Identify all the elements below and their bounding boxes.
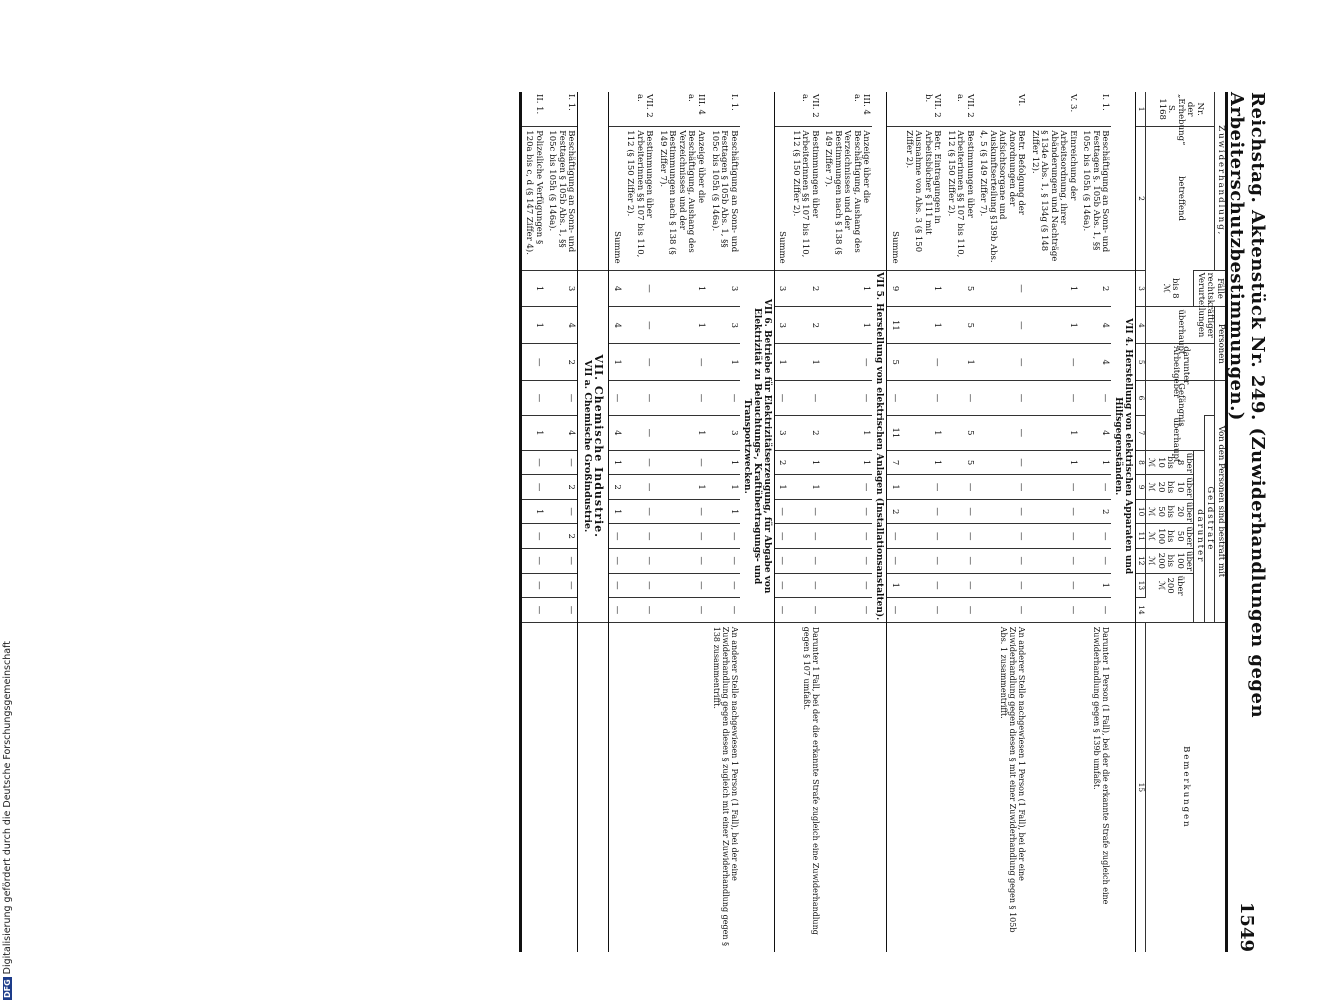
row-remark <box>545 622 578 952</box>
table-row <box>1079 92 1112 952</box>
colnum: 9 <box>1136 475 1145 500</box>
value-cell: — <box>623 381 656 416</box>
value-cell: — <box>1079 381 1112 416</box>
row-description: Anzeige über die Beschäftigung, Aushang des Verzeichnisses und der Bestimmungen nach § 138 (§ 149 Ziffer 7). <box>655 127 707 270</box>
sum-label: Summe <box>609 127 623 270</box>
value-cell: 1 <box>520 270 545 307</box>
value-cell: — <box>788 499 821 524</box>
value-cell: 1 <box>901 415 943 450</box>
page-title: Reichstag. Aktenstück Nr. 249. (Zuwiderhandlungen gegen Arbeiterschutzbestimmungen.) <box>1226 92 1268 719</box>
sum-label: Summe <box>887 127 901 270</box>
remark-cell <box>887 622 901 952</box>
table-row <box>655 92 707 952</box>
value-cell: — <box>545 598 578 623</box>
value-cell: 7 <box>887 450 901 475</box>
value-cell: — <box>623 549 656 574</box>
row-remark <box>623 622 656 952</box>
row-code: III. 4 a. <box>851 94 872 115</box>
value-cell: 1 <box>821 450 873 475</box>
dfg-logo: DFG <box>3 979 12 998</box>
row-remark <box>1027 622 1079 952</box>
value-cell: — <box>821 499 873 524</box>
value-cell: — <box>774 573 788 598</box>
header-faelle: Fälle rechtskräftiger Verurteilungen <box>1194 270 1227 307</box>
value-cell: 4 <box>609 307 623 344</box>
colnum: 13 <box>1136 573 1145 598</box>
value-cell: — <box>520 598 545 623</box>
value-cell: 5 <box>943 415 976 450</box>
value-cell: — <box>655 524 707 549</box>
code-cell <box>774 92 788 127</box>
value-cell: — <box>774 381 788 416</box>
value-cell: 2 <box>788 270 821 307</box>
value-cell: 2 <box>788 415 821 450</box>
value-cell: 2 <box>887 499 901 524</box>
sum-row <box>609 92 623 952</box>
value-cell: — <box>821 524 873 549</box>
value-cell: — <box>887 598 901 623</box>
table-header <box>1136 92 1227 952</box>
table-row <box>1027 92 1079 952</box>
value-cell: 1 <box>774 475 788 500</box>
colnum: 1 <box>1136 92 1145 127</box>
value-cell: — <box>943 381 976 416</box>
row-code: VI. <box>1016 94 1027 107</box>
row-remark: An anderer Stelle nachgewiesen 1 Person (1 Fall), bei der eine Zuwiderhandlung gegen diesen § zugleich mit einer Zuwiderhandlung gegen § 138 zusammentrifft. <box>707 622 740 952</box>
rotated-page <box>102 92 1268 972</box>
violations-table <box>519 92 1228 952</box>
row-description: Bestimmungen über Arbeiterinnen §§ 107 bis 110, 112 (§ 150 Ziffer 2). <box>623 127 656 270</box>
header-arbeitgeber: darunter Arbeitgeber <box>1145 344 1215 381</box>
header-betreffend: betreffend <box>1145 127 1215 270</box>
footer-text: Digitalisierung gefördert durch die Deutsche Forschungsgemeinschaft <box>2 641 13 975</box>
value-cell: — <box>609 524 623 549</box>
colnum: 11 <box>1136 524 1145 549</box>
value-cell: — <box>655 381 707 416</box>
value-cell: 1 <box>901 307 943 344</box>
value-cell: 5 <box>887 344 901 381</box>
value-cell: — <box>1079 598 1112 623</box>
value-cell: 3 <box>774 307 788 344</box>
value-cell: — <box>1027 524 1079 549</box>
column-numbers <box>1136 92 1145 952</box>
colnum: 15 <box>1136 622 1145 952</box>
colnum: 7 <box>1136 415 1145 450</box>
row-description: Betr. Eintragungen in Arbeitsbücher § 111 mit Ausnahme von Abs. 3 (§ 150 Ziffer 2). <box>901 127 943 270</box>
value-cell: 1 <box>707 344 740 381</box>
value-cell: 2 <box>609 475 623 500</box>
value-cell: — <box>976 549 1028 574</box>
header-bemerkungen: Bemerkungen <box>1145 622 1226 952</box>
header-gefaengnis: Gefängnis <box>1145 381 1215 416</box>
value-cell: — <box>901 598 943 623</box>
value-cell: — <box>623 415 656 450</box>
colnum: 8 <box>1136 450 1145 475</box>
section-heading <box>740 92 775 952</box>
value-cell: — <box>1079 524 1112 549</box>
value-cell: — <box>1079 475 1112 500</box>
value-cell: — <box>943 573 976 598</box>
colnum: 4 <box>1136 307 1145 344</box>
value-cell: — <box>774 598 788 623</box>
value-cell: — <box>1027 475 1079 500</box>
value-cell: 4 <box>1079 415 1112 450</box>
value-cell: — <box>707 573 740 598</box>
row-remark: Darunter 1 Person (1 Fall), bei der die erkannte Strafe zugleich eine Zuwiderhandlung gegen § 139b umfaßt. <box>1079 622 1112 952</box>
value-cell: — <box>623 307 656 344</box>
value-cell: 1 <box>707 499 740 524</box>
value-cell: 1 <box>707 475 740 500</box>
value-cell: 4 <box>1079 307 1112 344</box>
sum-row <box>774 92 788 952</box>
value-cell: — <box>1079 549 1112 574</box>
header-100-200: über 100 bis 200 ℳ <box>1145 549 1194 574</box>
row-remark <box>901 622 943 952</box>
value-cell: — <box>655 573 707 598</box>
value-cell: — <box>943 598 976 623</box>
value-cell: — <box>520 549 545 574</box>
value-cell: — <box>901 381 943 416</box>
value-cell: 1 <box>609 450 623 475</box>
value-cell: — <box>976 573 1028 598</box>
value-cell: 5 <box>943 307 976 344</box>
value-cell: 4 <box>609 270 623 307</box>
colnum: 2 <box>1136 127 1145 270</box>
value-cell: — <box>655 549 707 574</box>
value-cell: — <box>788 381 821 416</box>
row-code: VII. 2 b. <box>922 94 943 118</box>
value-cell: — <box>774 549 788 574</box>
value-cell: — <box>609 549 623 574</box>
value-cell: — <box>774 499 788 524</box>
header-8-10: über 8 bis 10 ℳ <box>1145 450 1194 475</box>
value-cell: 3 <box>707 270 740 307</box>
value-cell: — <box>821 549 873 574</box>
value-cell: — <box>976 381 1028 416</box>
value-cell: 1 <box>655 307 707 344</box>
value-cell: — <box>1027 549 1079 574</box>
value-cell: — <box>901 524 943 549</box>
colnum: 5 <box>1136 344 1145 381</box>
value-cell: 3 <box>545 270 578 307</box>
value-cell: 2 <box>1079 270 1112 307</box>
value-cell: — <box>520 524 545 549</box>
value-cell: 1 <box>520 307 545 344</box>
value-cell: — <box>976 475 1028 500</box>
value-cell: — <box>609 598 623 623</box>
value-cell: 4 <box>545 307 578 344</box>
value-cell: 1 <box>1027 415 1079 450</box>
value-cell: — <box>545 573 578 598</box>
value-cell: 3 <box>774 270 788 307</box>
table-body <box>520 92 1136 952</box>
industry-title: VII. Chemische Industrie. <box>592 270 609 622</box>
row-code: III. 4 a. <box>686 94 706 115</box>
value-cell: — <box>976 598 1028 623</box>
value-cell: — <box>976 450 1028 475</box>
value-cell: 1 <box>774 344 788 381</box>
value-cell: — <box>887 524 901 549</box>
value-cell: — <box>976 415 1028 450</box>
value-cell: — <box>609 573 623 598</box>
row-description: Beschäftigung an Sonn- und Festtagen § 105b Abs. 1, §§ 105c bis 105h (§ 146a). <box>545 127 578 270</box>
value-cell: 2 <box>545 524 578 549</box>
row-code: I. 1. <box>728 94 739 111</box>
value-cell: — <box>520 475 545 500</box>
header-10-20: über 10 bis 20 ℳ <box>1145 475 1194 500</box>
value-cell: — <box>655 344 707 381</box>
value-cell: — <box>901 549 943 574</box>
value-cell: — <box>901 344 943 381</box>
industry-subtitle: VII a. Chemische Großindustrie. <box>578 270 592 622</box>
value-cell: — <box>707 549 740 574</box>
value-cell: 5 <box>943 270 976 307</box>
row-remark: An anderer Stelle nachgewiesen 1 Person (1 Fall), bei der eine Zuwiderhandlung gegen diesen § mit einer Zuwiderhandlung gegen § 105b Abs. 1 zusammentrifft. <box>976 622 1028 952</box>
value-cell: — <box>609 381 623 416</box>
header-50-100: über 50 bis 100 ℳ <box>1145 524 1194 549</box>
value-cell: 2 <box>788 307 821 344</box>
value-cell: — <box>707 381 740 416</box>
value-cell: 1 <box>520 499 545 524</box>
value-cell: — <box>707 524 740 549</box>
value-cell: 4 <box>609 415 623 450</box>
value-cell: — <box>1027 499 1079 524</box>
value-cell: 1 <box>1027 307 1079 344</box>
value-cell: 1 <box>1079 573 1112 598</box>
value-cell: — <box>774 524 788 549</box>
table-row <box>623 92 656 952</box>
value-cell: — <box>976 344 1028 381</box>
row-description: Bestimmungen über Arbeiterinnen §§ 107 bis 110, 112 (§ 150 Ziffer 2). <box>943 127 976 270</box>
value-cell: 1 <box>707 450 740 475</box>
code-cell <box>887 92 901 127</box>
table-row <box>788 92 821 952</box>
value-cell: — <box>887 381 901 416</box>
code-cell <box>609 92 623 127</box>
header-bestraft: Von den Personen sind bestraft mit <box>1215 381 1227 623</box>
table-row <box>976 92 1028 952</box>
value-cell: — <box>943 475 976 500</box>
value-cell: — <box>623 573 656 598</box>
value-cell: — <box>655 450 707 475</box>
value-cell: 1 <box>901 270 943 307</box>
value-cell: 1 <box>788 450 821 475</box>
value-cell: 2 <box>1079 499 1112 524</box>
value-cell: 4 <box>545 415 578 450</box>
row-code: VII. 2 a. <box>634 94 655 118</box>
header-zuwiderhandlung: Zuwiderhandlung, <box>1215 92 1227 270</box>
header-200: über 200 ℳ <box>1145 573 1194 598</box>
remark-cell <box>774 622 788 952</box>
header-nr: Nr. der „Erhebung“ S. 1168 <box>1145 92 1215 127</box>
value-cell: 1 <box>788 344 821 381</box>
colnum: 6 <box>1136 381 1145 416</box>
row-code: VII. 2 a. <box>955 94 975 118</box>
value-cell: — <box>943 524 976 549</box>
value-cell: — <box>788 524 821 549</box>
value-cell: — <box>707 598 740 623</box>
digitization-footer <box>2 600 13 1000</box>
value-cell: 3 <box>774 415 788 450</box>
row-description: Anzeige über die Beschäftigung, Aushang des Verzeichnisses und der Bestimmungen nach § 138 (§ 149 Ziffer 7). <box>821 127 873 270</box>
value-cell: 4 <box>1079 344 1112 381</box>
section-title: VII 4. Herstellung von elektrischen Apparaten und Hilfsgegenständen. <box>1111 270 1136 622</box>
remark-cell <box>609 622 623 952</box>
header-geld-ueberhaupt: überhaupt <box>1145 415 1204 450</box>
value-cell: — <box>520 344 545 381</box>
table-row <box>821 92 873 952</box>
value-cell: — <box>901 475 943 500</box>
value-cell: 1 <box>609 499 623 524</box>
row-description: Einreichung der Arbeitsordnung, ihrer Abänderungen und Nachträge § 134e Abs. 1, § 134g (§ 148 Ziffer 12). <box>1027 127 1079 270</box>
table-row <box>520 92 545 952</box>
value-cell: 1 <box>821 270 873 307</box>
value-cell: — <box>943 549 976 574</box>
header-geldstrafe: Geldstrafe <box>1204 415 1215 622</box>
value-cell: — <box>976 524 1028 549</box>
value-cell: 1 <box>609 344 623 381</box>
value-cell: 1 <box>1079 450 1112 475</box>
sum-label: Summe <box>774 127 788 270</box>
value-cell: — <box>623 598 656 623</box>
row-remark <box>520 622 545 952</box>
value-cell: — <box>976 270 1028 307</box>
value-cell: — <box>901 499 943 524</box>
header-20-50: über 20 bis 50 ℳ <box>1145 499 1194 524</box>
row-code: II. 1. <box>520 92 545 127</box>
header-darunter: darunter <box>1194 450 1205 622</box>
value-cell: 3 <box>707 415 740 450</box>
row-remark <box>655 622 707 952</box>
row-remark <box>943 622 976 952</box>
table-row <box>901 92 943 952</box>
row-remark: Darunter 1 Fall, bei der die erkannte Strafe zugleich eine Zuwiderhandlung gegen § 107 umfaßt. <box>788 622 821 952</box>
value-cell: — <box>943 499 976 524</box>
value-cell: 5 <box>943 450 976 475</box>
value-cell: — <box>976 307 1028 344</box>
value-cell: — <box>1027 381 1079 416</box>
value-cell: 1 <box>655 475 707 500</box>
section-title: VII 6. Betriebe für Elektrizitätserzeugung, für Abgabe von Elektrizität zu Beleuchtungs-, Kraftübertragungs- und Transportzwecken. <box>740 270 775 622</box>
value-cell: — <box>1027 573 1079 598</box>
row-remark <box>821 622 873 952</box>
row-code: V. 3. <box>1067 94 1078 113</box>
value-cell: 2 <box>545 344 578 381</box>
value-cell: — <box>821 344 873 381</box>
value-cell: 11 <box>887 307 901 344</box>
value-cell: — <box>545 450 578 475</box>
section-title: VII 5. Herstellung von elektrischen Anlagen (Installationsanstalten). <box>872 270 887 622</box>
value-cell: — <box>655 499 707 524</box>
value-cell: 1 <box>943 344 976 381</box>
value-cell: 3 <box>707 307 740 344</box>
value-cell: 1 <box>901 450 943 475</box>
page-number: 1549 <box>1236 901 1258 952</box>
value-cell: — <box>901 573 943 598</box>
row-description: Bestimmungen über Arbeiterinnen §§ 107 bis 110, 112 (§ 150 Ziffer 2). <box>788 127 821 270</box>
value-cell: — <box>623 270 656 307</box>
table-row <box>545 92 578 952</box>
value-cell: — <box>623 499 656 524</box>
header-personen: Personen <box>1215 307 1227 381</box>
value-cell: — <box>821 381 873 416</box>
industry-subheading <box>578 92 592 952</box>
value-cell: — <box>545 499 578 524</box>
value-cell: — <box>520 381 545 416</box>
value-cell: 2 <box>545 475 578 500</box>
value-cell: 1 <box>821 415 873 450</box>
value-cell: — <box>545 549 578 574</box>
value-cell: — <box>887 549 901 574</box>
value-cell: — <box>623 450 656 475</box>
colnum: 10 <box>1136 499 1145 524</box>
row-description: Polizeiliche Verfügungen § 120a bis c, d (§ 147 Ziffer 4). <box>520 127 545 270</box>
row-code: I. 1. <box>566 94 577 111</box>
colnum: 14 <box>1136 598 1145 623</box>
table-row <box>707 92 740 952</box>
colnum: 3 <box>1136 270 1145 307</box>
value-cell: 2 <box>774 450 788 475</box>
value-cell: — <box>1027 598 1079 623</box>
value-cell: — <box>821 573 873 598</box>
value-cell: — <box>788 573 821 598</box>
header-ueberhaupt: überhaupt <box>1145 307 1215 344</box>
value-cell: 1 <box>887 475 901 500</box>
row-description: Betr. Befolgung der Anordnungen der Aufsichtsorgane und Auskunftserteilung §139b Abs. 4, 5 (§ 149 Ziffer 7). <box>976 127 1028 270</box>
value-cell: — <box>788 598 821 623</box>
row-code: I. 1. <box>1100 94 1111 111</box>
value-cell: — <box>520 450 545 475</box>
section-heading <box>1111 92 1136 952</box>
value-cell: 1 <box>1027 270 1079 307</box>
value-cell: 1 <box>821 307 873 344</box>
value-cell: — <box>623 524 656 549</box>
header-bis8: bis 8 ℳ <box>1145 270 1194 307</box>
table-row <box>943 92 976 952</box>
value-cell: 1 <box>788 475 821 500</box>
row-description: Beschäftigung an Sonn- und Festtagen §. 105b Abs. 1, §§ 105c bis 105h (§ 146a). <box>1079 127 1112 270</box>
value-cell: — <box>623 475 656 500</box>
value-cell: 1 <box>887 573 901 598</box>
page-header <box>1226 92 1268 952</box>
value-cell: 1 <box>1027 450 1079 475</box>
value-cell: — <box>976 499 1028 524</box>
industry-heading <box>592 92 609 952</box>
value-cell: — <box>655 598 707 623</box>
colnum: 12 <box>1136 549 1145 574</box>
value-cell: — <box>545 381 578 416</box>
row-description: Beschäftigung an Sonn- und Festtagen § 105b Abs. 1, §§ 105c bis 105h (§ 146a). <box>707 127 740 270</box>
value-cell: — <box>821 475 873 500</box>
value-cell: — <box>520 573 545 598</box>
section-heading <box>872 92 887 952</box>
row-code: VII. 2 a. <box>800 94 820 118</box>
value-cell: 11 <box>887 415 901 450</box>
value-cell: 9 <box>887 270 901 307</box>
sum-row <box>887 92 901 952</box>
value-cell: 1 <box>655 415 707 450</box>
value-cell: — <box>788 549 821 574</box>
value-cell: — <box>623 344 656 381</box>
value-cell: 1 <box>655 270 707 307</box>
value-cell: — <box>1027 344 1079 381</box>
value-cell: 1 <box>520 415 545 450</box>
value-cell: — <box>821 598 873 623</box>
